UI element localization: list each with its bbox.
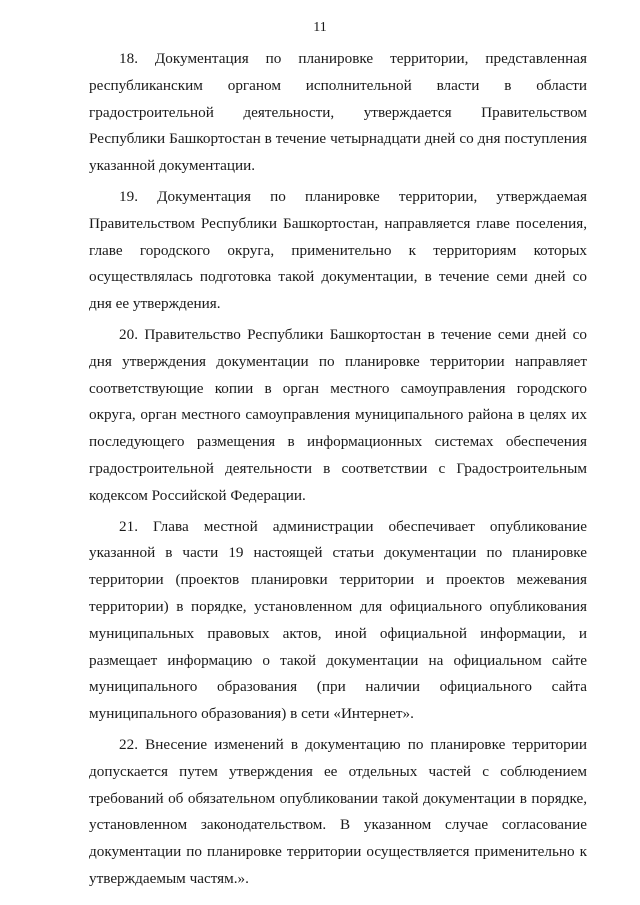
document-body	[89, 46, 587, 897]
paragraph-22: 22. Внесение изменений в документацию по планировке территории допускается путем утверждения ее отдельных частей с соблюдением требований об обязательном опубликовании такой документации в порядке, установленном законодательством. В указанном случае согласование документации по планировке территории осуществляется применительно к утверждаемым частям.».	[89, 735, 587, 887]
page-number: 11	[313, 20, 327, 35]
paragraph-19: 19. Документация по планировке территории, утверждаемая Правительством Республики Башкортостан, направляется главе поселения, главе городского округа, применительно к территориям которых осуществлялась подготовка такой документации, в течение семи дней со дня ее утверждения.	[89, 187, 587, 313]
paragraph-20: 20. Правительство Республики Башкортостан в течение семи дней со дня утверждения документации по планировке территории направляет соответствующие копии в орган местного самоуправления городского округа, орган местного самоуправления муниципального района в целях их последующего размещения в информационных системах обеспечения градостроительной деятельности в соответствии с Градостроительным кодексом Российской Федерации.	[89, 325, 587, 504]
paragraph-21: 21. Глава местной администрации обеспечивает опубликование указанной в части 19 настоящей статьи документации по планировке территории (проектов планировки территории и проектов межевания территории) в порядке, установленном для официального опубликования муниципальных правовых актов, иной официальной информации, и размещает информацию о такой документации на официальном сайте муниципального образования (при наличии официального сайта муниципального образования) в сети «Интернет».	[89, 517, 587, 723]
paragraph-18: 18. Документация по планировке территории, представленная республиканским органом исполнительной власти в области градостроительной деятельности, утверждается Правительством Республики Башкортостан в течение четырнадцати дней со дня поступления указанной документации.	[89, 50, 587, 175]
